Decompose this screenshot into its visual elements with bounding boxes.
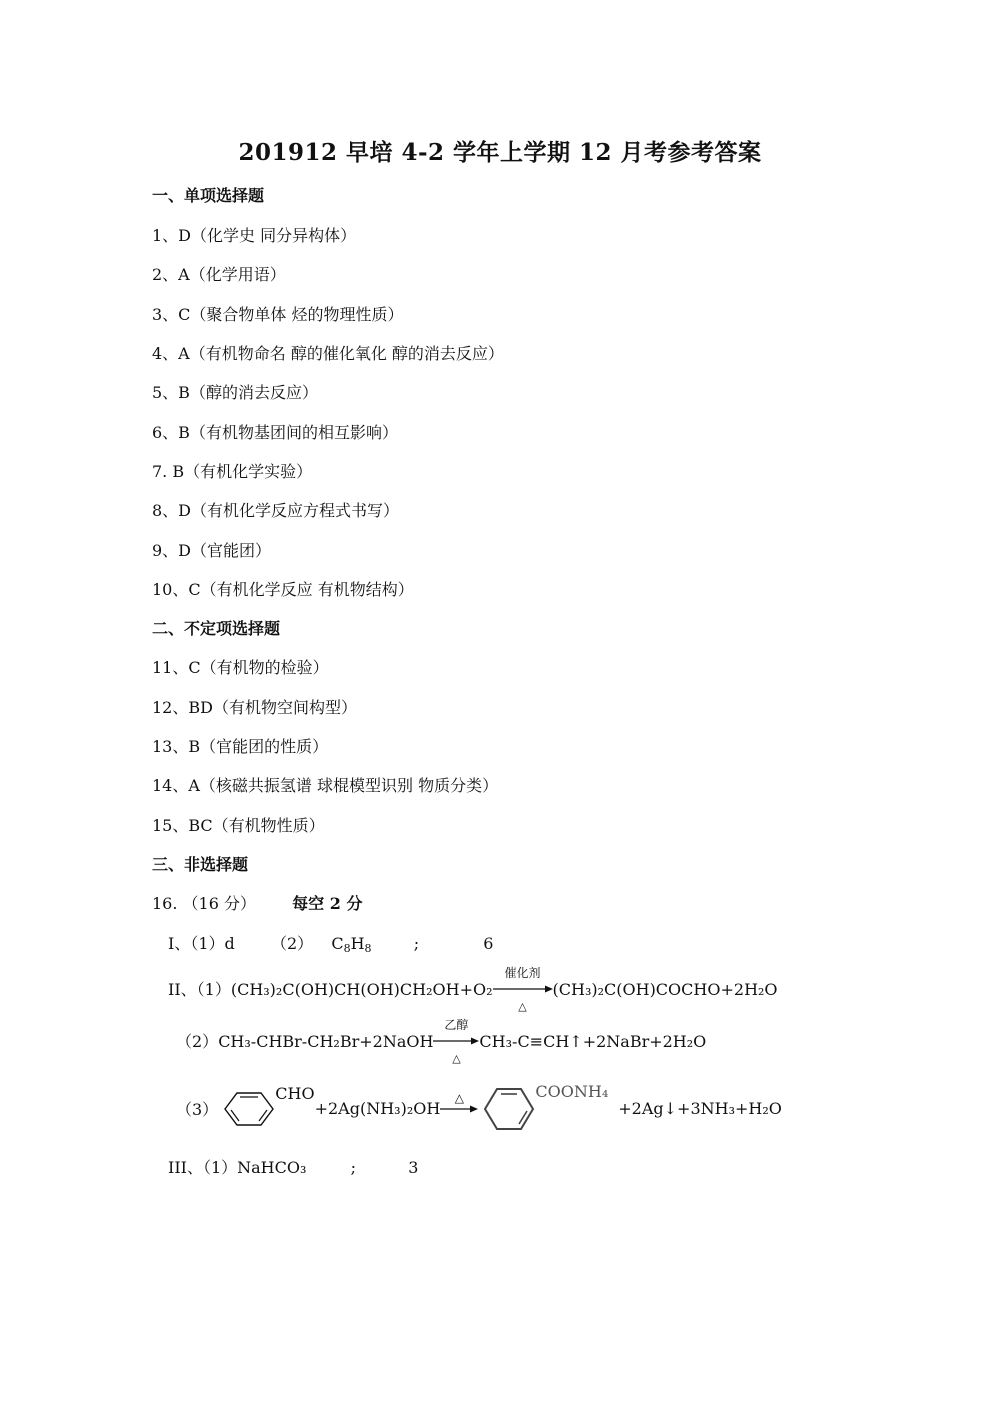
answer-line: 8、D（有机化学反应方程式书写） xyxy=(152,501,400,520)
answer-line: 12、BD（有机物空间构型） xyxy=(152,698,357,717)
equation-label: （3） xyxy=(176,1100,219,1119)
section-heading-non-choice: 三、非选择题 xyxy=(152,855,249,874)
condition-ethanol: 乙醇 xyxy=(444,1018,469,1032)
equation-label: II、（1） xyxy=(168,980,231,999)
products: (CH₃)₂C(OH)COCHO+2H₂O xyxy=(552,980,778,999)
section-heading-multiple-choice: 二、不定项选择题 xyxy=(152,619,281,638)
part-1-sub2-label: （2） xyxy=(270,934,314,953)
condition-heat: △ xyxy=(452,1052,461,1065)
separator: ; xyxy=(413,934,420,953)
products: +2Ag↓+3NH₃+H₂O xyxy=(618,1099,782,1118)
part-1-answers xyxy=(168,931,493,955)
condition-catalyst: 催化剂 xyxy=(504,966,541,980)
page-title: 201912 早培 4-2 学年上学期 12 月考参考答案 xyxy=(238,139,762,166)
equation-1 xyxy=(168,966,778,1013)
part-3-label: III、（1）NaHCO₃ xyxy=(168,1158,307,1177)
answer-line: 11、C（有机物的检验） xyxy=(152,658,329,677)
reaction-arrow xyxy=(440,1090,478,1115)
answer-line: 4、A（有机物命名 醇的催化氧化 醇的消去反应） xyxy=(152,344,504,363)
reactants: CH₃-CHBr-CH₂Br+2NaOH xyxy=(218,1032,434,1051)
part-1-label: I、（1）d xyxy=(168,934,235,953)
reactants: (CH₃)₂C(OH)CH(OH)CH₂OH+O₂ xyxy=(230,980,493,999)
section-heading-single-choice: 一、单项选择题 xyxy=(152,186,265,205)
benzene-ring-icon xyxy=(223,1089,275,1129)
part-1-answer: 6 xyxy=(483,934,494,953)
equation-3 xyxy=(176,1082,782,1133)
separator: ; xyxy=(350,1158,356,1177)
condition-heat: △ xyxy=(454,1090,464,1105)
part-3-answers xyxy=(168,1155,418,1178)
answer-line: 14、A（核磁共振氢谱 球棍模型识别 物质分类） xyxy=(152,776,499,795)
condition-heat: △ xyxy=(518,1000,527,1013)
answer-line: 15、BC（有机物性质） xyxy=(152,816,325,835)
tollens-reagent: +2Ag(NH₃)₂OH xyxy=(314,1099,441,1118)
products: CH₃-C≡CH↑+2NaBr+2H₂O xyxy=(479,1032,707,1051)
aldehyde-group: CHO xyxy=(275,1084,315,1103)
ammonium-carboxylate-group: COONH₄ xyxy=(535,1082,609,1101)
answer-line: 9、D（官能团） xyxy=(152,541,272,560)
molecular-formula: $C_8H_8$ xyxy=(331,934,372,955)
answer-line: 13、B（官能团的性质） xyxy=(152,737,329,756)
answer-line: 7. B（有机化学实验） xyxy=(152,462,313,481)
reaction-arrow xyxy=(493,966,553,1013)
answer-line: 3、C（聚合物单体 烃的物理性质） xyxy=(152,305,404,324)
equation-label: （2） xyxy=(176,1032,219,1051)
answer-line: 6、B（有机物基团间的相互影响） xyxy=(152,423,398,442)
answer-line: 10、C（有机化学反应 有机物结构） xyxy=(152,580,414,599)
part-3-answer: 3 xyxy=(408,1158,419,1177)
reaction-arrow xyxy=(433,1018,479,1065)
question-16-points: 16. （16 分） xyxy=(152,894,256,913)
benzene-ring-product-icon xyxy=(483,1085,535,1133)
question-16-scoring-note: 每空 2 分 xyxy=(292,894,363,913)
equation-2 xyxy=(176,1018,707,1065)
question-16-header xyxy=(152,891,362,914)
answer-line: 1、D（化学史 同分异构体） xyxy=(152,226,357,245)
answer-line: 5、B（醇的消去反应） xyxy=(152,383,318,402)
answer-line: 2、A（化学用语） xyxy=(152,265,286,284)
